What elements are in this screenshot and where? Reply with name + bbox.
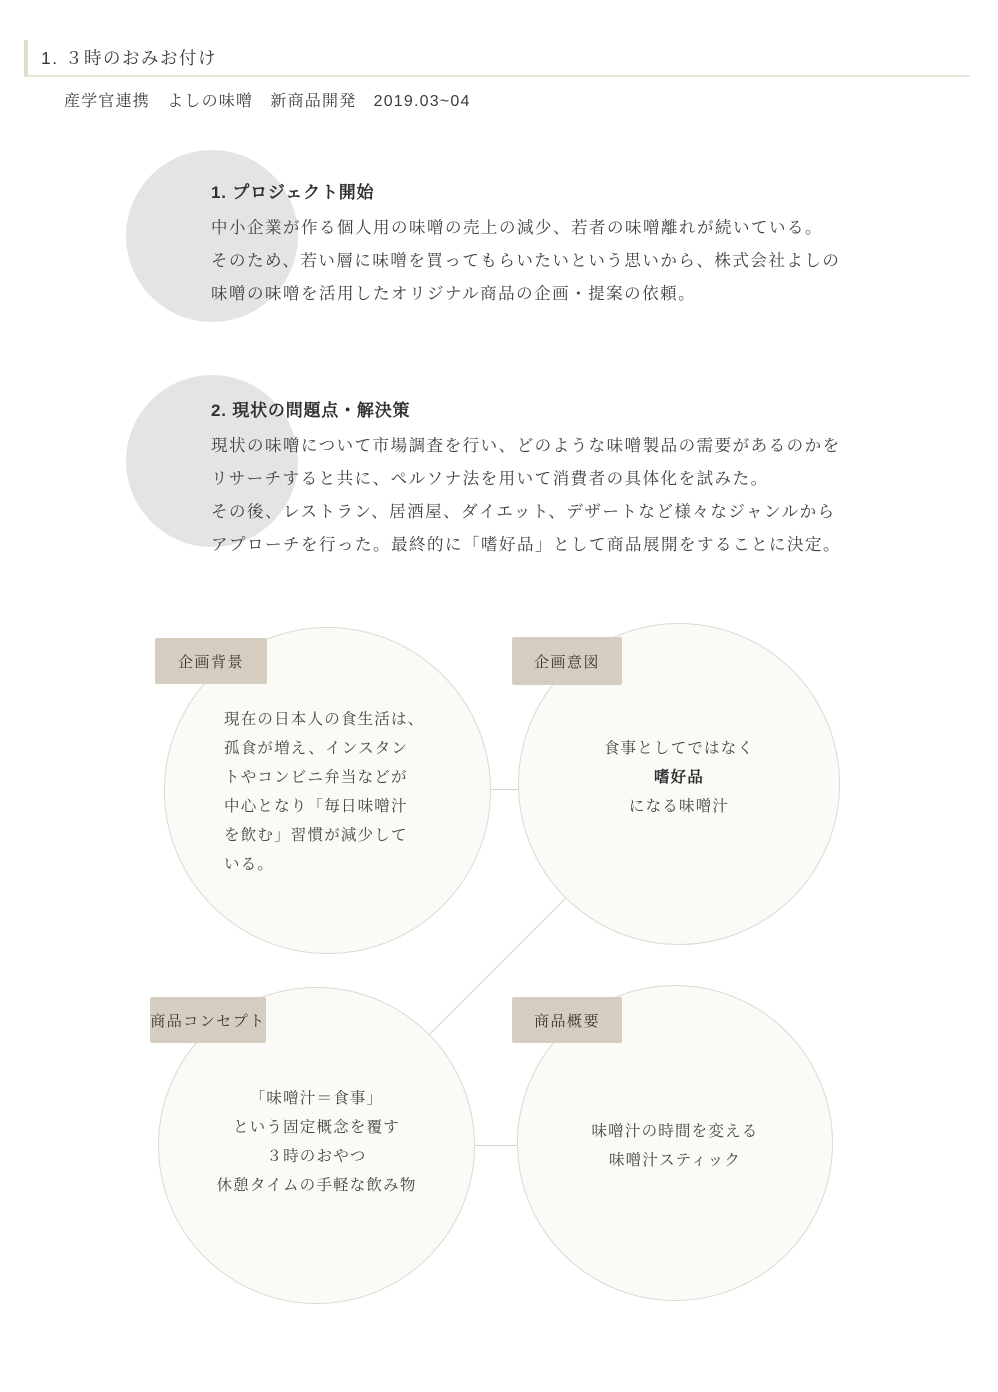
bubble-line: 「味噌汁＝食事」 xyxy=(249,1090,384,1107)
section-header-bar xyxy=(24,40,970,77)
page-title: 1. ３時のおみお付け xyxy=(41,48,217,68)
bubble-line-emphasis: 嗜好品 xyxy=(653,769,705,786)
bubble-line: 孤食が増え、インスタン xyxy=(224,740,409,757)
section-1-title: 1. プロジェクト開始 xyxy=(211,183,375,202)
bubble-line: いる。 xyxy=(224,856,275,873)
section-1-body xyxy=(211,212,891,311)
bubble-line: という固定概念を覆す xyxy=(232,1119,400,1136)
body-line: 中小企業が作る個人用の味噌の売上の減少、若者の味噌離れが続いている。 xyxy=(211,219,823,237)
tag-product-overview: 商品概要 xyxy=(512,997,622,1043)
bubble-text-product-overview xyxy=(517,1117,833,1175)
body-line: 現状の味噌について市場調査を行い、どのような味噌製品の需要があるのかを xyxy=(211,437,841,455)
tag-product-concept: 商品コンセプト xyxy=(150,997,266,1043)
bubble-line: 休憩タイムの手軽な飲み物 xyxy=(216,1177,417,1194)
bubble-line: ３時のおやつ xyxy=(266,1148,367,1165)
bubble-text-plan-background xyxy=(224,705,454,879)
tag-plan-background: 企画背景 xyxy=(155,638,267,684)
body-line: リサーチすると共に、ペルソナ法を用いて消費者の具体化を試みた。 xyxy=(211,470,769,488)
project-subtitle: 産学官連携 よしの味噌 新商品開発 2019.03~04 xyxy=(64,93,471,110)
bubble-line: になる味噌汁 xyxy=(628,798,730,815)
bubble-line: トやコンビニ弁当などが xyxy=(224,769,408,786)
bubble-line: 中心となり「毎日味噌汁 xyxy=(224,798,408,815)
body-line: その後、レストラン、居酒屋、ダイエット、デザートなど様々なジャンルから xyxy=(211,503,836,521)
section-2-body xyxy=(211,430,891,562)
bubble-line: 味噌汁スティック xyxy=(608,1152,742,1169)
body-line: 味噌の味噌を活用したオリジナル商品の企画・提案の依頼。 xyxy=(211,285,697,303)
bubble-line: 現在の日本人の食生活は、 xyxy=(224,711,425,728)
bubble-text-plan-intent xyxy=(518,734,840,821)
tag-plan-intent: 企画意図 xyxy=(512,637,622,685)
bubble-line: を飲む」習慣が減少して xyxy=(224,827,408,844)
bubble-line: 食事としてではなく xyxy=(603,740,755,757)
body-line: そのため、若い層に味噌を買ってもらいたいという思いから、株式会社よしの xyxy=(211,252,841,270)
bubble-text-product-concept xyxy=(158,1084,475,1200)
body-line: アプローチを行った。最終的に「嗜好品」として商品展開をすることに決定。 xyxy=(211,536,841,554)
section-2-title: 2. 現状の問題点・解決策 xyxy=(211,401,411,420)
bubble-line: 味噌汁の時間を変える xyxy=(591,1123,759,1140)
